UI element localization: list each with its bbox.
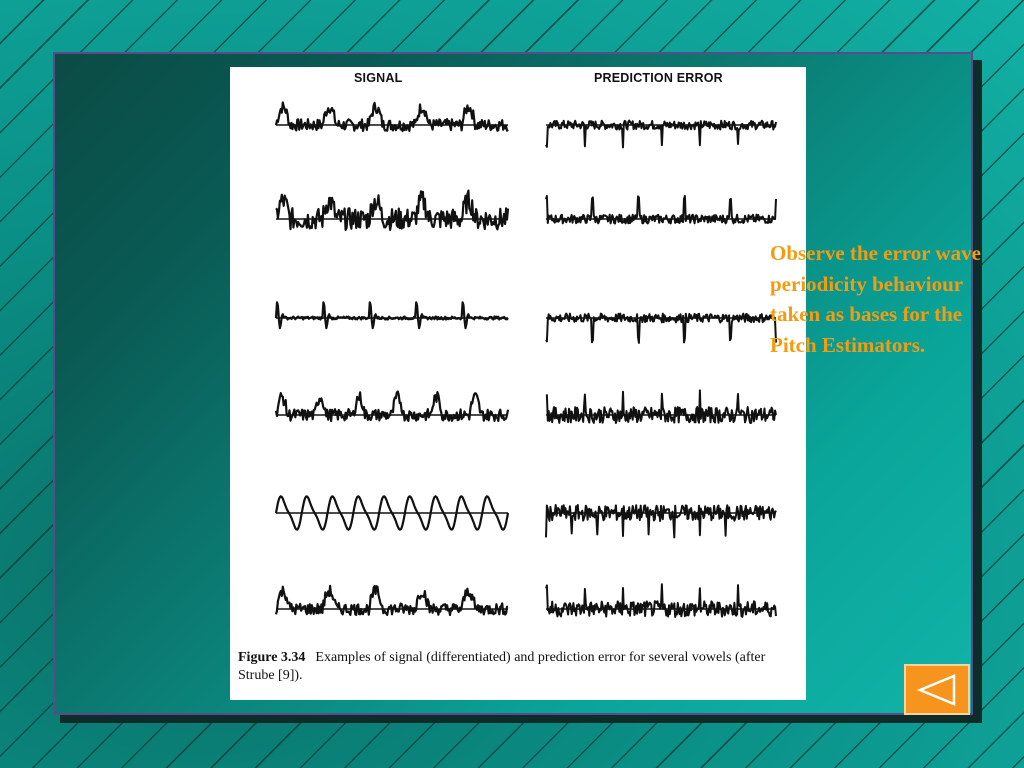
back-triangle-icon bbox=[914, 672, 960, 708]
waveform-plots bbox=[230, 67, 806, 647]
back-button[interactable] bbox=[904, 664, 970, 715]
prediction-error-wave-5 bbox=[546, 505, 776, 537]
signal-wave-2 bbox=[276, 191, 508, 230]
column-header-signal: SIGNAL bbox=[354, 71, 403, 85]
column-header-prediction-error: PREDICTION ERROR bbox=[594, 71, 723, 85]
prediction-error-wave-3 bbox=[546, 314, 776, 343]
observation-note: Observe the error wave periodicity behaviour taken as bases for the Pitch Estimators. bbox=[770, 241, 981, 357]
signal-wave-6 bbox=[276, 586, 508, 615]
signal-wave-1 bbox=[276, 103, 508, 132]
signal-wave-3 bbox=[276, 302, 508, 328]
figure-caption-text: Examples of signal (differentiated) and prediction error for several vowels (after Strube [9]). bbox=[238, 650, 766, 683]
figure-caption bbox=[238, 649, 804, 685]
prediction-error-wave-4 bbox=[546, 390, 776, 423]
figure-caption-label: Figure 3.34 bbox=[238, 650, 306, 665]
signal-wave-4 bbox=[276, 392, 508, 422]
figure-image bbox=[230, 67, 806, 700]
prediction-error-wave-6 bbox=[546, 584, 776, 617]
